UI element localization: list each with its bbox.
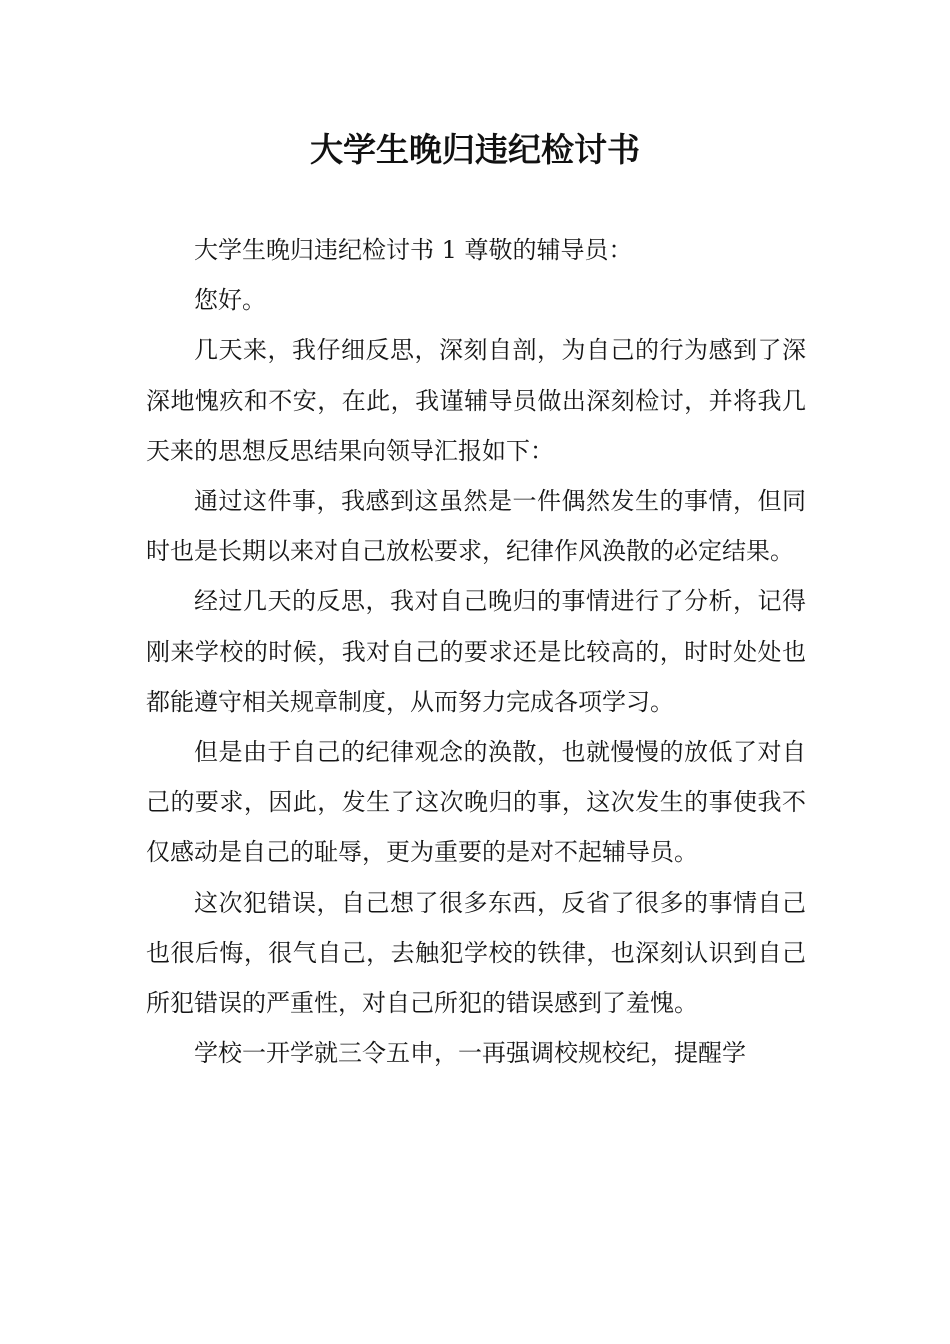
paragraph: 学校一开学就三令五申，一再强调校规校纪，提醒学 [194,1039,746,1068]
paragraph: 通过这件事，我感到这虽然是一件偶然发生的事情，但同时也是长期以来对自己放松要求，纪律作风涣散的必定结果。 [146,487,806,566]
paragraph-greeting: 您好。 [194,286,266,315]
paragraph: 这次犯错误，自己想了很多东西，反省了很多的事情自己也很后悔，很气自己，去触犯学校的铁律，也深刻认识到自己所犯错误的严重性，对自己所犯的错误感到了羞愧。 [146,888,806,1018]
paragraph: 经过几天的反思，我对自己晚归的事情进行了分析，记得刚来学校的时候，我对自己的要求还是比较高的，时时处处也都能遵守相关规章制度，从而努力完成各项学习。 [146,587,806,716]
paragraph-salutation: 大学生晚归违纪检讨书 1 尊敬的辅导员： [194,236,633,264]
paragraph: 但是由于自己的纪律观念的涣散，也就慢慢的放低了对自己的要求，因此，发生了这次晚归的事，这次发生的事使我不仅感动是自己的耻辱，更为重要的是对不起辅导员。 [146,738,806,867]
paragraph: 几天来，我仔细反思，深刻自剖，为自己的行为感到了深深地愧疚和不安，在此，我谨辅导员做出深刻检讨，并将我几天来的思想反思结果向领导汇报如下： [146,336,806,465]
document-title: 大学生晚归违纪检讨书 [310,130,640,169]
document-body [146,225,806,1078]
